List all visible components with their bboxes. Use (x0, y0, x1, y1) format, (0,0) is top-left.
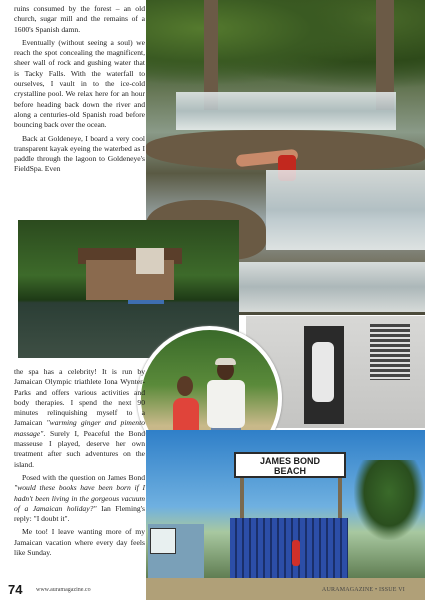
quote: "would these books have been born if I hadn't been living in the gorgeous vacuum of a Jamaican holiday?" (14, 483, 145, 513)
page-number: 74 (8, 582, 23, 597)
woman-red-dress (292, 540, 300, 566)
paragraph (14, 473, 145, 524)
page-footer (0, 582, 425, 600)
house-tower (136, 248, 164, 274)
man-cap (215, 358, 236, 365)
boat (128, 300, 164, 304)
man-in-doorway (312, 342, 334, 402)
palm-trees (354, 460, 424, 540)
beach-sign (234, 452, 346, 478)
paragraph: Eventually (without seeing a soul) we reach the spot concealing the magnificent, sheer wall of rock and gushing water that is Tacky Falls. With the waterfall to ourselves, I vault in to the ice-cold crystalline pool. We relax here for an hour before heading back down the river and along a centuries-old Spanish road before bouncing back over the ocean. (14, 37, 145, 130)
woman-head (177, 376, 193, 396)
paragraph (14, 367, 145, 470)
cascade (176, 92, 396, 130)
shack-sign (150, 528, 176, 554)
text-run: Posed with the question on James Bond (22, 472, 145, 482)
article-text-top (14, 4, 145, 178)
article-text-bottom (14, 367, 145, 561)
pool (216, 262, 425, 312)
quote: "warming ginger and pimento massage" (14, 418, 145, 438)
paragraph: Me too! I leave wanting more of my Jamaican vacation where every day feels like Sunday. (14, 527, 145, 558)
man-white-shirt (207, 380, 245, 428)
text-run: Ian Fleming's reply: "I doubt it". (14, 503, 145, 524)
paragraph: Back at Goldeneye, I board a very cool transparent kayak eyeing the waterbed as I paddle through the lagoon to Goldeneye's FieldSpa. Even (14, 133, 145, 174)
window-shutter (370, 324, 410, 380)
issue-label: AURAMAGAZINE • ISSUE VI (321, 587, 405, 593)
website-url[interactable]: www.auramagazine.co (36, 587, 91, 593)
james-bond-beach-photo (146, 430, 425, 600)
beach-sign-line2: BEACH (273, 466, 306, 476)
text-run: . Surely I, Peaceful the Bond masseuse I played, deserve her own treatment after such adventures on the island. (14, 428, 145, 469)
cascade (266, 170, 425, 250)
blue-fence (230, 518, 348, 578)
paragraph: ruins consumed by the forest – an old church, sugar mill and the remains of a 1600's Spanish damn. (14, 4, 145, 34)
beach-sign-line1: JAMES BOND (259, 456, 320, 466)
text-run: the spa has a celebrity! It is run by Jamaican Olympic triathlete Iona Wynter-Parks and offers various activities and body therapies. I spend the next 90 minutes relinquishing myself to a Jamaican (14, 367, 145, 428)
